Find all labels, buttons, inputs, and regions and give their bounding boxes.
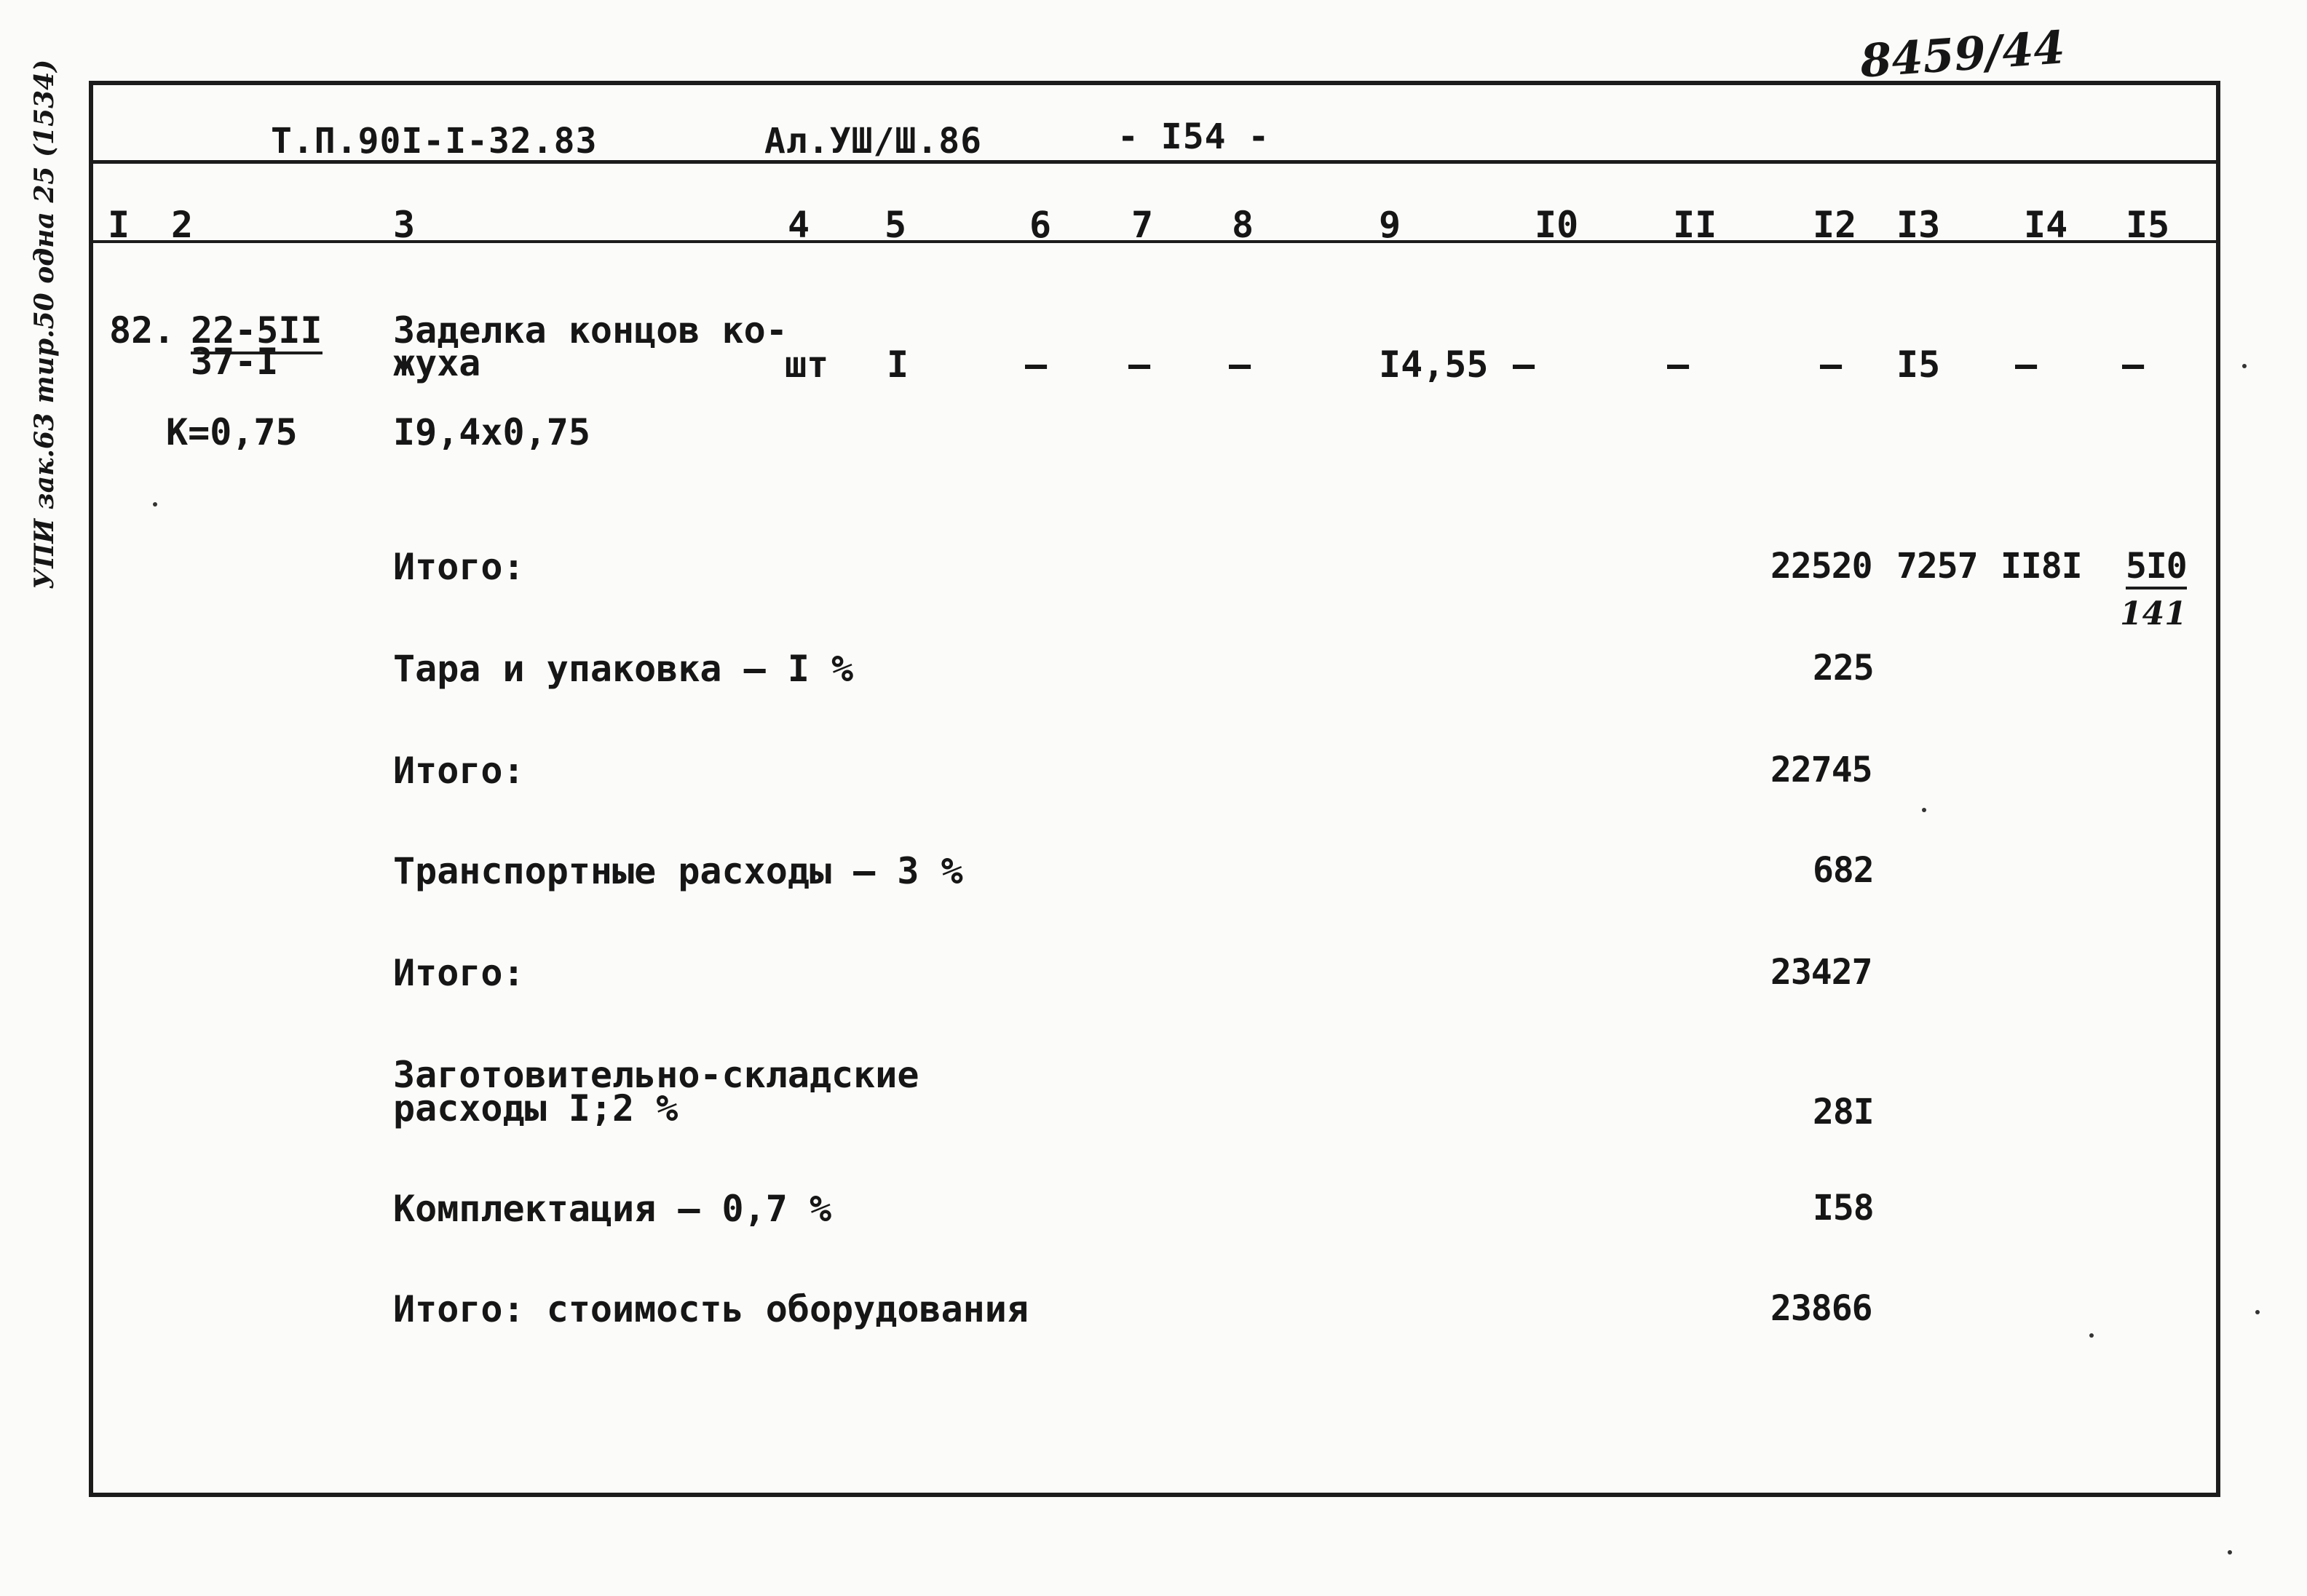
item-unit: шт (785, 344, 829, 386)
itogo-1-col15-bottom: 141 (2120, 595, 2187, 632)
item-col7: – (1128, 344, 1151, 386)
item-col10: – (1513, 344, 1535, 386)
itogo-2-label: Итого: (393, 750, 525, 792)
item-calculation: I9,4х0,75 (393, 411, 590, 453)
item-col15: – (2122, 344, 2145, 386)
tara-value: 225 (1813, 648, 1874, 688)
kompl-value: I58 (1813, 1188, 1874, 1228)
scan-speck (2089, 1333, 2094, 1338)
side-note-text: УПИ зак.63 тир.50 одна 25 (1534) (29, 59, 60, 589)
itogo-1-col15-top: 5I0 (2126, 546, 2187, 589)
total-label: Итого: стоимость оборудования (393, 1288, 1029, 1330)
page-number: - I54 - (1117, 116, 1270, 157)
itogo-1-col14: II8I (2001, 546, 2082, 587)
col-7: 7 (1131, 204, 1154, 246)
col-13: I3 (1896, 204, 1941, 246)
item-col12: – (1820, 344, 1843, 386)
item-number: 82. (109, 309, 175, 352)
scan-speck (2228, 1550, 2232, 1555)
zagot-label-line2: расходы I;2 % (393, 1087, 678, 1129)
col-4: 4 (788, 204, 810, 246)
scan-speck (2255, 1310, 2260, 1314)
col-2: 2 (171, 204, 194, 246)
kompl-label: Комплектация – 0,7 % (393, 1188, 832, 1230)
col-3: 3 (393, 204, 416, 246)
scan-speck (153, 502, 157, 507)
item-col9: I4,55 (1379, 344, 1489, 386)
handwritten-stamp: 8459/44 (1858, 20, 2067, 88)
itogo-1-label: Итого: (393, 546, 525, 588)
col-9: 9 (1379, 204, 1401, 246)
col-12: I2 (1813, 204, 1857, 246)
col-6: 6 (1029, 204, 1052, 246)
tara-label: Тара и упаковка – I % (393, 648, 854, 690)
album-number: Ал.УШ/Ш.86 (764, 121, 982, 162)
itogo-1-col12: 22520 (1770, 546, 1872, 587)
item-col8: – (1229, 344, 1251, 386)
itogo-3-label: Итого: (393, 952, 525, 994)
col-15: I5 (2126, 204, 2170, 246)
col-1: I (108, 204, 130, 246)
itogo-1-col13: 7257 (1896, 546, 1978, 587)
item-col13: I5 (1896, 344, 1941, 386)
item-col11: – (1667, 344, 1690, 386)
item-name-line2: жуха (393, 342, 481, 384)
item-code-bottom: 37-I (191, 341, 279, 383)
zagot-value: 28I (1813, 1092, 1874, 1132)
item-coefficient: К=0,75 (166, 411, 298, 453)
item-code-top: 22-5II (191, 309, 322, 354)
col-8: 8 (1232, 204, 1254, 246)
col-5: 5 (885, 204, 907, 246)
col-11: II (1673, 204, 1717, 246)
item-name-line1: Заделка концов ко- (393, 309, 788, 352)
zagot-label-line1: Заготовительно-складские (393, 1054, 919, 1096)
item-qty: I (887, 344, 909, 386)
scan-speck (1922, 808, 1926, 812)
col-10: I0 (1535, 204, 1579, 246)
itogo-2-value: 22745 (1770, 750, 1872, 790)
total-value: 23866 (1770, 1288, 1872, 1329)
scan-speck (2242, 364, 2247, 368)
col-14: I4 (2024, 204, 2068, 246)
itogo-3-value: 23427 (1770, 952, 1872, 993)
transport-label: Транспортные расходы – 3 % (393, 850, 963, 892)
doc-code: Т.П.90I-I-32.83 (271, 121, 598, 162)
item-col6: – (1025, 344, 1048, 386)
side-note (22, 59, 66, 589)
transport-value: 682 (1813, 850, 1874, 891)
item-col14: – (2015, 344, 2038, 386)
